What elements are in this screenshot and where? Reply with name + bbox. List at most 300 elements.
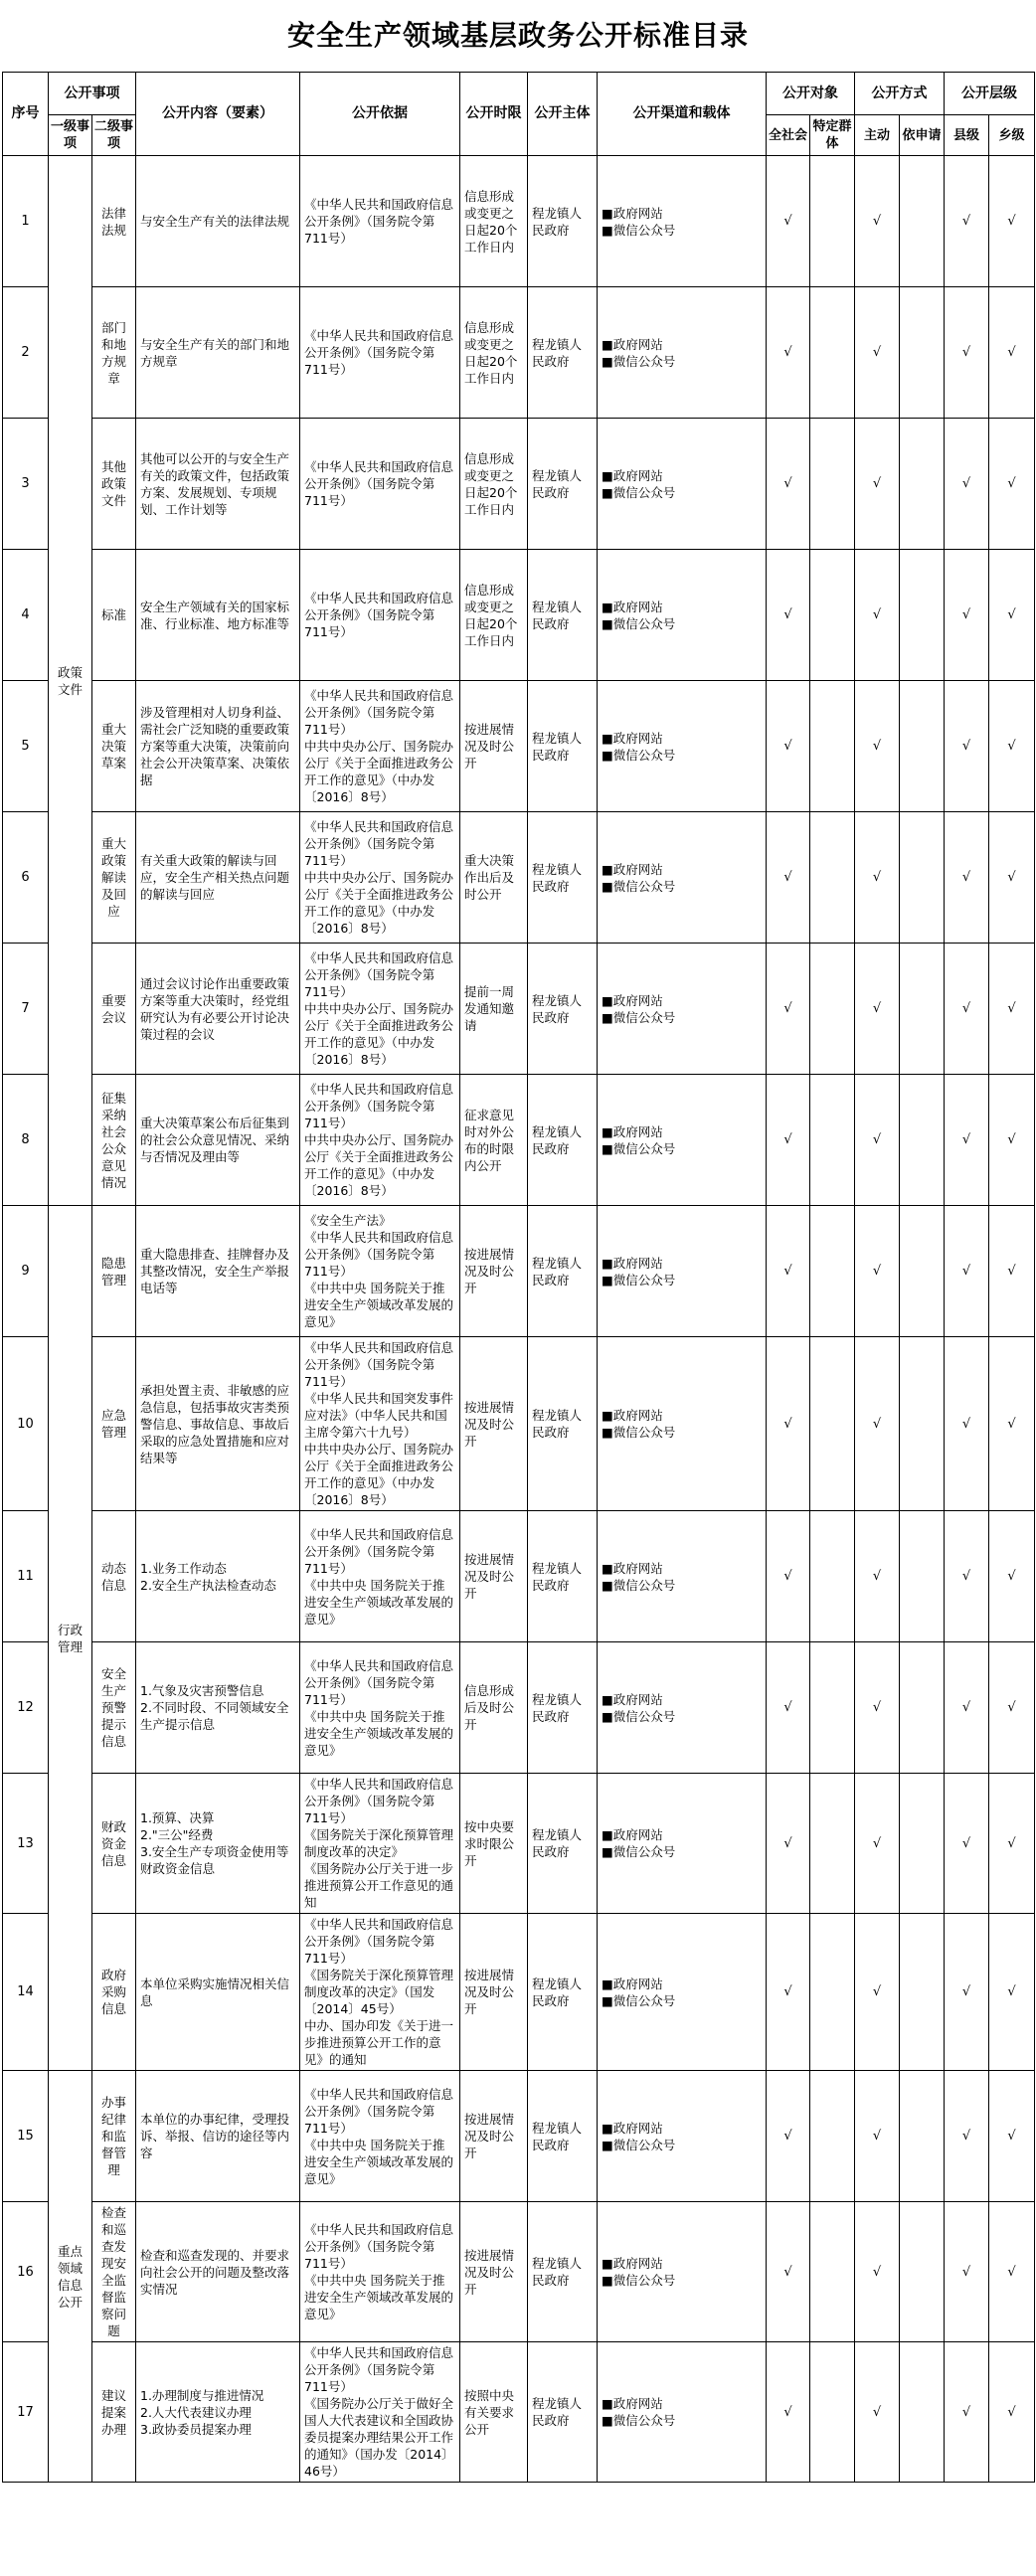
time-limit-cell: 信息形成或变更之日起20个工作日内: [460, 550, 528, 681]
content-cell: [136, 1642, 300, 1774]
check-specific: [810, 1642, 855, 1774]
check-town: √: [989, 1206, 1035, 1337]
header-level2: 二级事项: [92, 115, 136, 156]
row-number: 2: [3, 287, 49, 419]
subject-cell: 程龙镇人民政府: [528, 1914, 598, 2071]
check-apply: [900, 1206, 945, 1337]
basis-line: 《中华人民共和国政府信息公开条例》（国务院令第711号）: [304, 688, 454, 737]
check-town: √: [989, 1337, 1035, 1511]
check-county: √: [945, 2202, 989, 2342]
basis-line: 中共中央办公厅、国务院办公厅《关于全面推进政务公开工作的意见》（中办发〔2016〕8号）: [304, 870, 454, 936]
check-apply: [900, 681, 945, 812]
check-active: √: [855, 1642, 900, 1774]
channel-item: ■微信公众号: [602, 353, 676, 369]
row-number: 16: [3, 2202, 49, 2342]
content-cell: 涉及管理相对人切身利益、需社会广泛知晓的重要政策方案等重大决策，决策前向社会公开决策草案、决策依据: [136, 681, 300, 812]
check-all: √: [767, 944, 810, 1075]
check-specific: [810, 1075, 855, 1206]
check-county: √: [945, 156, 989, 287]
check-active: √: [855, 419, 900, 550]
row-number: 10: [3, 1337, 49, 1511]
table-header: [3, 73, 1035, 156]
check-apply: [900, 2342, 945, 2483]
document-title: 安全生产领域基层政务公开标准目录: [286, 19, 749, 52]
check-town: √: [989, 419, 1035, 550]
check-specific: [810, 1511, 855, 1642]
header-seq: 序号: [3, 73, 49, 156]
check-all: √: [767, 1206, 810, 1337]
check-active: √: [855, 2342, 900, 2483]
channel-item: ■微信公众号: [602, 1577, 676, 1593]
check-all: √: [767, 2342, 810, 2483]
level2-item: 安全生产预警提示信息: [92, 1642, 136, 1774]
level1-category: 重点领域信息公开: [49, 2071, 92, 2483]
check-apply: [900, 1337, 945, 1511]
check-town: √: [989, 1914, 1035, 2071]
check-active: √: [855, 944, 900, 1075]
channel-item: ■微信公众号: [602, 222, 676, 238]
channel-item: ■政府网站: [602, 1691, 663, 1707]
content-line: 2.安全生产执法检查动态: [140, 1577, 276, 1593]
channel-item: ■微信公众号: [602, 2273, 676, 2288]
check-apply: [900, 1774, 945, 1914]
check-county: √: [945, 1642, 989, 1774]
basis-cell: [300, 2342, 460, 2483]
check-active: √: [855, 156, 900, 287]
basis-cell: [300, 1511, 460, 1642]
channel-cell: [598, 944, 767, 1075]
basis-cell: [300, 944, 460, 1075]
check-active: √: [855, 2071, 900, 2202]
channel-item: ■政府网站: [602, 861, 663, 877]
content-cell: [136, 1511, 300, 1642]
time-limit-cell: 重大决策作出后及时公开: [460, 812, 528, 944]
basis-line: 《中华人民共和国突发事件应对法》（中华人民共和国主席令第六十九号）: [304, 1391, 454, 1440]
check-apply: [900, 2071, 945, 2202]
header-obj-specific: 特定群体: [810, 115, 855, 156]
basis-line: 中共中央办公厅、国务院办公厅《关于全面推进政务公开工作的意见》（中办发〔2016〕8号）: [304, 739, 454, 804]
table-row: [3, 1774, 1035, 1914]
check-active: √: [855, 550, 900, 681]
basis-line: 《国务院关于深化预算管理制度改革的决定》: [304, 1827, 454, 1859]
check-county: √: [945, 1774, 989, 1914]
channel-item: ■微信公众号: [602, 878, 676, 894]
check-specific: [810, 1774, 855, 1914]
basis-cell: [300, 1075, 460, 1206]
content-line: 1.办理制度与推进情况: [140, 2387, 264, 2403]
content-cell: 重大隐患排查、挂牌督办及其整改情况，安全生产举报电话等: [136, 1206, 300, 1337]
content-line: 1.预算、决算: [140, 1810, 215, 1825]
basis-line: 《中华人民共和国政府信息公开条例》（国务院令第711号）: [304, 197, 454, 246]
check-county: √: [945, 1914, 989, 2071]
channel-item: ■微信公众号: [602, 1708, 676, 1724]
time-limit-cell: 信息形成后及时公开: [460, 1642, 528, 1774]
channel-item: ■政府网站: [602, 2256, 663, 2271]
check-town: √: [989, 2071, 1035, 2202]
check-all: √: [767, 2202, 810, 2342]
content-line: 2.不同时段、不同领域安全生产提示信息: [140, 1700, 289, 1732]
check-specific: [810, 156, 855, 287]
time-limit-cell: 按中央要求时限公开: [460, 1774, 528, 1914]
check-town: √: [989, 156, 1035, 287]
check-all: √: [767, 812, 810, 944]
header-time: 公开时限: [460, 73, 528, 156]
check-town: √: [989, 550, 1035, 681]
subject-cell: 程龙镇人民政府: [528, 1337, 598, 1511]
row-number: 15: [3, 2071, 49, 2202]
row-number: 12: [3, 1642, 49, 1774]
basis-line: 《国务院关于深化预算管理制度改革的决定》（国发〔2014〕45号）: [304, 1968, 454, 2016]
channel-cell: [598, 156, 767, 287]
check-county: √: [945, 681, 989, 812]
subject-cell: 程龙镇人民政府: [528, 681, 598, 812]
channel-item: ■微信公众号: [602, 615, 676, 631]
check-specific: [810, 2202, 855, 2342]
check-town: √: [989, 944, 1035, 1075]
header-method-active: 主动: [855, 115, 900, 156]
content-cell: 其他可以公开的与安全生产有关的政策文件，包括政策方案、发展规划、专项规划、工作计划等: [136, 419, 300, 550]
basis-cell: [300, 2071, 460, 2202]
time-limit-cell: 提前一周发通知邀请: [460, 944, 528, 1075]
basis-line: 《中华人民共和国政府信息公开条例》（国务院令第711号）: [304, 1657, 454, 1707]
check-apply: [900, 944, 945, 1075]
time-limit-cell: 按进展情况及时公开: [460, 1337, 528, 1511]
header-subject: 公开主体: [528, 73, 598, 156]
check-county: √: [945, 1511, 989, 1642]
basis-line: 《中华人民共和国政府信息公开条例》（国务院令第711号）: [304, 2222, 454, 2271]
subject-cell: 程龙镇人民政府: [528, 2342, 598, 2483]
basis-line: 《中共中央 国务院关于推进安全生产领域改革发展的意见》: [304, 2273, 454, 2321]
channel-cell: [598, 2202, 767, 2342]
level2-item: 重要会议: [92, 944, 136, 1075]
table-row: [3, 681, 1035, 812]
content-cell: 与安全生产有关的法律法规: [136, 156, 300, 287]
header-level1: 一级事项: [49, 115, 92, 156]
check-active: √: [855, 1206, 900, 1337]
check-county: √: [945, 2342, 989, 2483]
subject-cell: 程龙镇人民政府: [528, 2071, 598, 2202]
check-county: √: [945, 419, 989, 550]
check-apply: [900, 550, 945, 681]
table-row: [3, 2202, 1035, 2342]
basis-line: 《中共中央 国务院关于推进安全生产领域改革发展的意见》: [304, 2137, 454, 2186]
table-row: [3, 1642, 1035, 1774]
level1-category: 行政管理: [49, 1206, 92, 2071]
check-specific: [810, 2071, 855, 2202]
header-object: 公开对象: [767, 73, 855, 115]
channel-item: ■微信公众号: [602, 2413, 676, 2428]
subject-cell: 程龙镇人民政府: [528, 944, 598, 1075]
basis-cell: [300, 287, 460, 419]
basis-line: 《国务院办公厅关于做好全国人大代表建议和全国政协委员提案办理结果公开工作的通知》（国办发〔2014〕46号）: [304, 2396, 454, 2479]
level2-item: 征集采纳社会公众意见情况: [92, 1075, 136, 1206]
subject-cell: 程龙镇人民政府: [528, 1075, 598, 1206]
time-limit-cell: 信息形成或变更之日起20个工作日内: [460, 419, 528, 550]
subject-cell: 程龙镇人民政府: [528, 812, 598, 944]
basis-line: 《中华人民共和国政府信息公开条例》（国务院令第711号）: [304, 591, 454, 639]
header-level-town: 乡级: [989, 115, 1035, 156]
basis-cell: [300, 2202, 460, 2342]
check-all: √: [767, 1914, 810, 2071]
check-apply: [900, 1075, 945, 1206]
header-basis: 公开依据: [300, 73, 460, 156]
check-apply: [900, 812, 945, 944]
check-all: √: [767, 156, 810, 287]
check-town: √: [989, 1075, 1035, 1206]
check-specific: [810, 1337, 855, 1511]
check-active: √: [855, 2202, 900, 2342]
content-line: 1.气象及灾害预警信息: [140, 1683, 264, 1698]
row-number: 3: [3, 419, 49, 550]
content-line: 2.人大代表建议办理: [140, 2404, 252, 2420]
check-active: √: [855, 681, 900, 812]
row-number: 17: [3, 2342, 49, 2483]
check-active: √: [855, 1511, 900, 1642]
channel-item: ■政府网站: [602, 730, 663, 746]
check-town: √: [989, 1642, 1035, 1774]
basis-line: 中共中央办公厅、国务院办公厅《关于全面推进政务公开工作的意见》（中办发〔2016〕8号）: [304, 1001, 454, 1067]
basis-line: 《中共中央 国务院关于推进安全生产领域改革发展的意见》: [304, 1281, 454, 1329]
check-all: √: [767, 287, 810, 419]
content-line: 2."三公"经费: [140, 1827, 214, 1842]
table-row: [3, 1337, 1035, 1511]
content-cell: [136, 1774, 300, 1914]
check-all: √: [767, 1337, 810, 1511]
check-all: √: [767, 2071, 810, 2202]
check-apply: [900, 1642, 945, 1774]
check-all: √: [767, 419, 810, 550]
content-cell: 本单位采购实施情况相关信息: [136, 1914, 300, 2071]
content-line: 3.安全生产专项资金使用等财政资金信息: [140, 1844, 289, 1876]
time-limit-cell: 按进展情况及时公开: [460, 1206, 528, 1337]
subject-cell: 程龙镇人民政府: [528, 1774, 598, 1914]
channel-cell: [598, 1642, 767, 1774]
level2-item: 动态信息: [92, 1511, 136, 1642]
content-cell: 检查和巡查发现的、并要求向社会公开的问题及整改落实情况: [136, 2202, 300, 2342]
catalog-table: [2, 72, 1035, 2483]
basis-cell: [300, 1774, 460, 1914]
channel-item: ■政府网站: [602, 2120, 663, 2136]
header-level: 公开层级: [945, 73, 1035, 115]
channel-item: ■微信公众号: [602, 1272, 676, 1288]
row-number: 8: [3, 1075, 49, 1206]
basis-line: 《中华人民共和国政府信息公开条例》（国务院令第711号）: [304, 328, 454, 377]
time-limit-cell: 按进展情况及时公开: [460, 681, 528, 812]
row-number: 1: [3, 156, 49, 287]
basis-line: 《中华人民共和国政府信息公开条例》（国务院令第711号）: [304, 2086, 454, 2136]
basis-line: 《中华人民共和国政府信息公开条例》（国务院令第711号）: [304, 819, 454, 868]
channel-item: ■微信公众号: [602, 2137, 676, 2152]
check-all: √: [767, 681, 810, 812]
channel-item: ■微信公众号: [602, 1425, 676, 1440]
table-row: [3, 1511, 1035, 1642]
check-town: √: [989, 1774, 1035, 1914]
basis-line: 《中华人民共和国政府信息公开条例》（国务院令第711号）: [304, 1230, 454, 1279]
check-all: √: [767, 1642, 810, 1774]
channel-cell: [598, 1206, 767, 1337]
basis-line: 《中华人民共和国政府信息公开条例》（国务院令第711号）: [304, 1917, 454, 1966]
basis-cell: [300, 812, 460, 944]
time-limit-cell: 按进展情况及时公开: [460, 1511, 528, 1642]
row-number: 9: [3, 1206, 49, 1337]
level2-item: 办事纪律和监督管理: [92, 2071, 136, 2202]
basis-cell: [300, 1642, 460, 1774]
header-content: 公开内容（要素）: [136, 73, 300, 156]
channel-cell: [598, 1337, 767, 1511]
channel-cell: [598, 2342, 767, 2483]
header-method: 公开方式: [855, 73, 945, 115]
check-county: √: [945, 2071, 989, 2202]
check-all: √: [767, 1075, 810, 1206]
content-line: 1.业务工作动态: [140, 1560, 227, 1576]
subject-cell: 程龙镇人民政府: [528, 2202, 598, 2342]
channel-item: ■政府网站: [602, 1123, 663, 1139]
level2-item: 重大决策草案: [92, 681, 136, 812]
table-row: [3, 2342, 1035, 2483]
level2-item: 隐患管理: [92, 1206, 136, 1337]
row-number: 7: [3, 944, 49, 1075]
level2-item: 政府采购信息: [92, 1914, 136, 2071]
channel-item: ■微信公众号: [602, 1844, 676, 1859]
time-limit-cell: 按进展情况及时公开: [460, 2071, 528, 2202]
content-cell: 重大决策草案公布后征集到的社会公众意见情况、采纳与否情况及理由等: [136, 1075, 300, 1206]
basis-line: 《中华人民共和国政府信息公开条例》（国务院令第711号）: [304, 1082, 454, 1130]
channel-cell: [598, 681, 767, 812]
check-town: √: [989, 812, 1035, 944]
check-specific: [810, 550, 855, 681]
header-matters: 公开事项: [49, 73, 136, 115]
basis-line: 《中华人民共和国政府信息公开条例》（国务院令第711号）: [304, 950, 454, 999]
channel-item: ■政府网站: [602, 1255, 663, 1271]
check-active: √: [855, 1774, 900, 1914]
header-method-apply: 依申请: [900, 115, 945, 156]
basis-cell: [300, 1914, 460, 2071]
basis-cell: [300, 1337, 460, 1511]
channel-cell: [598, 1511, 767, 1642]
subject-cell: 程龙镇人民政府: [528, 156, 598, 287]
channel-item: ■微信公众号: [602, 1140, 676, 1156]
level2-item: 建议提案办理: [92, 2342, 136, 2483]
subject-cell: 程龙镇人民政府: [528, 419, 598, 550]
check-specific: [810, 1914, 855, 2071]
channel-item: ■政府网站: [602, 1408, 663, 1423]
basis-line: 《中共中央 国务院关于推进安全生产领域改革发展的意见》: [304, 1577, 454, 1627]
check-town: √: [989, 287, 1035, 419]
row-number: 6: [3, 812, 49, 944]
channel-cell: [598, 419, 767, 550]
row-number: 5: [3, 681, 49, 812]
channel-cell: [598, 1774, 767, 1914]
channel-cell: [598, 1914, 767, 2071]
check-apply: [900, 2202, 945, 2342]
basis-cell: [300, 550, 460, 681]
channel-item: ■政府网站: [602, 599, 663, 614]
check-apply: [900, 1914, 945, 2071]
check-specific: [810, 287, 855, 419]
check-active: √: [855, 1337, 900, 1511]
subject-cell: 程龙镇人民政府: [528, 287, 598, 419]
level2-item: 标准: [92, 550, 136, 681]
check-active: √: [855, 1075, 900, 1206]
table-row: [3, 944, 1035, 1075]
row-number: 4: [3, 550, 49, 681]
content-cell: 承担处置主责、非敏感的应急信息，包括事故灾害类预警信息、事故信息、事故后采取的应急处置措施和应对结果等: [136, 1337, 300, 1511]
check-specific: [810, 1206, 855, 1337]
check-active: √: [855, 287, 900, 419]
table-row: [3, 1206, 1035, 1337]
header-channel: 公开渠道和载体: [598, 73, 767, 156]
check-specific: [810, 812, 855, 944]
table-body: [3, 156, 1035, 2483]
channel-item: ■微信公众号: [602, 747, 676, 763]
table-row: [3, 1075, 1035, 1206]
subject-cell: 程龙镇人民政府: [528, 1206, 598, 1337]
check-town: √: [989, 2202, 1035, 2342]
channel-item: ■政府网站: [602, 1827, 663, 1842]
check-all: √: [767, 1774, 810, 1914]
level2-item: 检查和巡查发现安全监督监察问题: [92, 2202, 136, 2342]
basis-cell: [300, 1206, 460, 1337]
content-line: 3.政协委员提案办理: [140, 2421, 252, 2437]
subject-cell: 程龙镇人民政府: [528, 550, 598, 681]
table-row: [3, 550, 1035, 681]
channel-cell: [598, 550, 767, 681]
content-cell: [136, 2342, 300, 2483]
basis-cell: [300, 419, 460, 550]
time-limit-cell: 信息形成或变更之日起20个工作日内: [460, 287, 528, 419]
check-specific: [810, 419, 855, 550]
time-limit-cell: 按进展情况及时公开: [460, 1914, 528, 2071]
check-apply: [900, 419, 945, 550]
check-specific: [810, 2342, 855, 2483]
row-number: 13: [3, 1774, 49, 1914]
table-row: [3, 419, 1035, 550]
table-row: [3, 287, 1035, 419]
basis-cell: [300, 156, 460, 287]
channel-cell: [598, 1075, 767, 1206]
table-row: [3, 1914, 1035, 2071]
level2-item: 重大政策解读及回应: [92, 812, 136, 944]
check-county: √: [945, 944, 989, 1075]
check-specific: [810, 944, 855, 1075]
check-apply: [900, 1511, 945, 1642]
time-limit-cell: 按进展情况及时公开: [460, 2202, 528, 2342]
basis-line: 《安全生产法》: [304, 1213, 392, 1228]
check-town: √: [989, 1511, 1035, 1642]
subject-cell: 程龙镇人民政府: [528, 1511, 598, 1642]
level2-item: 财政资金信息: [92, 1774, 136, 1914]
basis-line: 《国务院办公厅关于进一步推进预算公开工作意见的通知: [304, 1861, 454, 1910]
subject-cell: 程龙镇人民政府: [528, 1642, 598, 1774]
check-county: √: [945, 1337, 989, 1511]
header-obj-all: 全社会: [767, 115, 810, 156]
channel-item: ■政府网站: [602, 2396, 663, 2411]
basis-line: 中共中央办公厅、国务院办公厅《关于全面推进政务公开工作的意见》（中办发〔2016〕8号）: [304, 1132, 454, 1198]
check-apply: [900, 156, 945, 287]
check-county: √: [945, 550, 989, 681]
channel-item: ■政府网站: [602, 1975, 663, 1991]
channel-item: ■政府网站: [602, 467, 663, 483]
basis-line: 《中华人民共和国政府信息公开条例》（国务院令第711号）: [304, 1526, 454, 1576]
check-county: √: [945, 812, 989, 944]
channel-cell: [598, 812, 767, 944]
row-number: 14: [3, 1914, 49, 2071]
content-cell: 与安全生产有关的部门和地方规章: [136, 287, 300, 419]
row-number: 11: [3, 1511, 49, 1642]
channel-item: ■政府网站: [602, 205, 663, 221]
check-active: √: [855, 812, 900, 944]
time-limit-cell: 信息形成或变更之日起20个工作日内: [460, 156, 528, 287]
